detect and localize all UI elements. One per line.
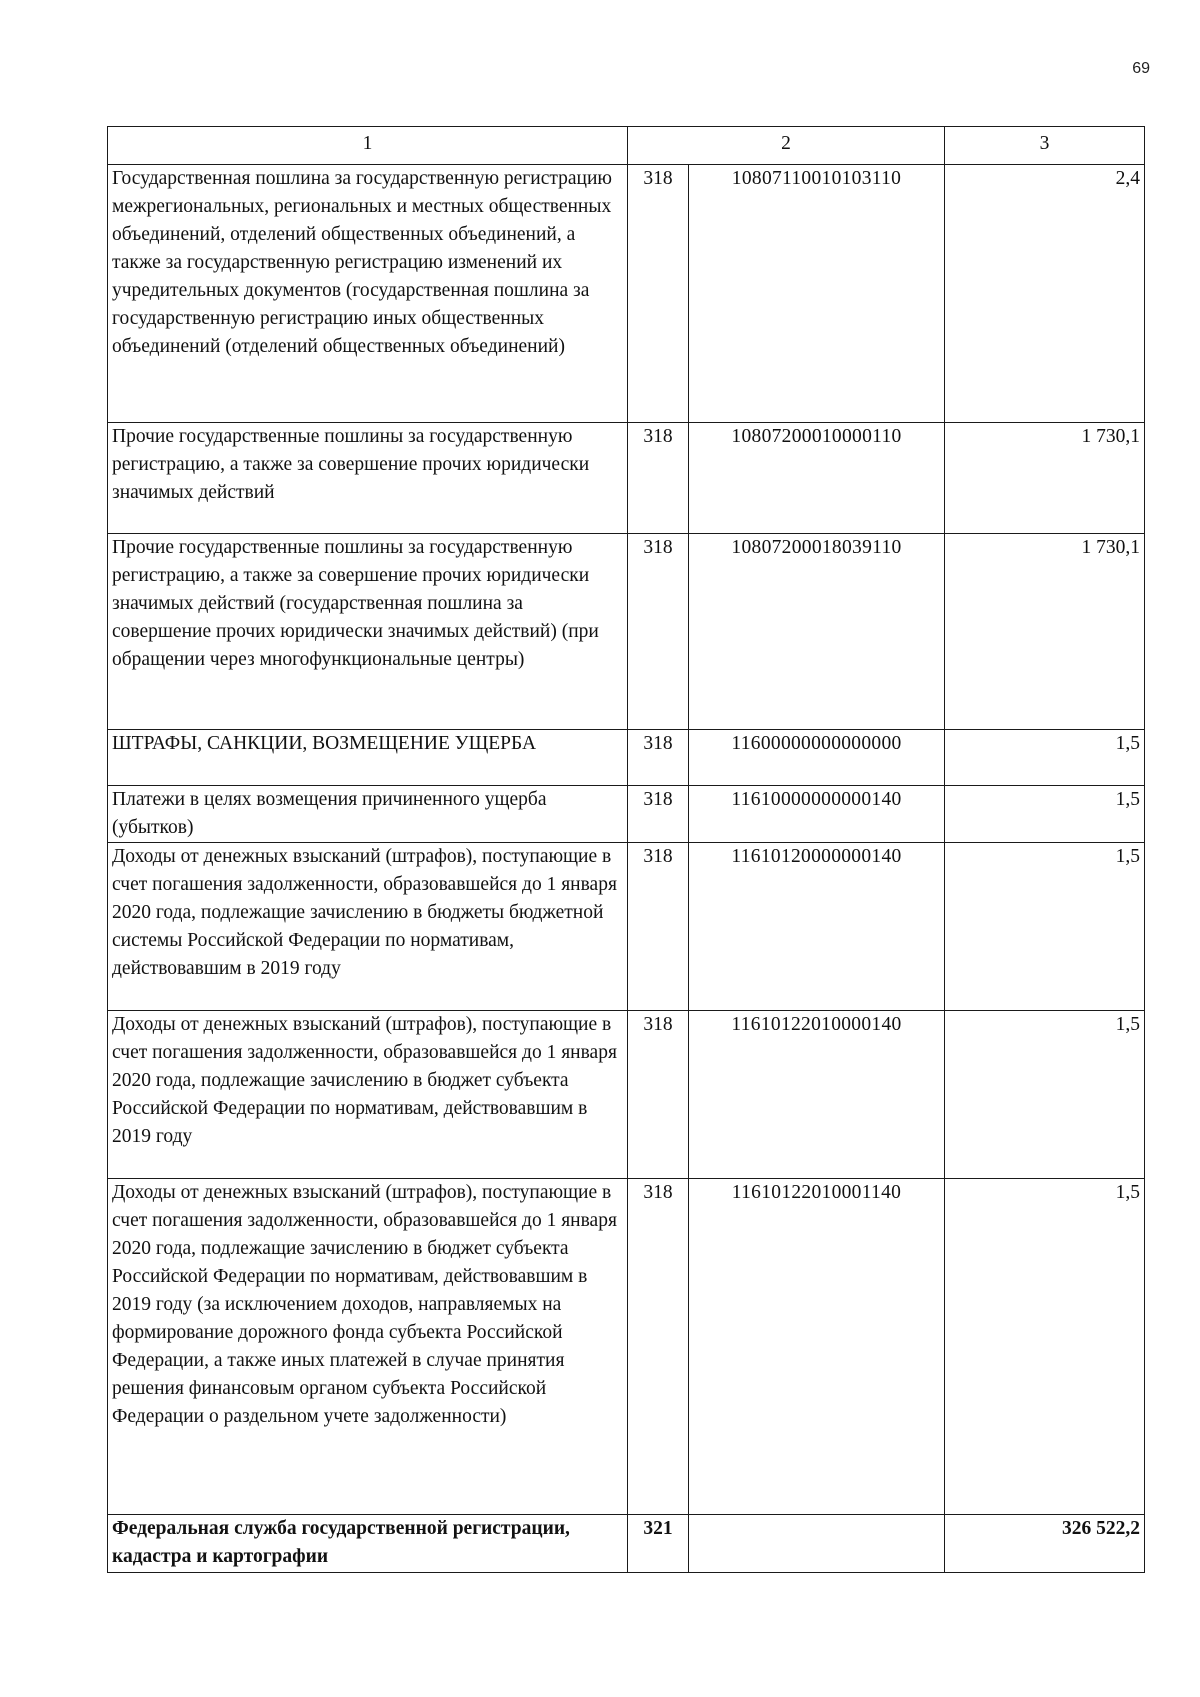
row-admin-code: 318 xyxy=(628,786,689,843)
row-admin-code: 318 xyxy=(628,534,689,730)
row-description: Государственная пошлина за государственную регистрацию межрегиональных, региональных и местных общественных объединений, отделений общественных объединений, а также за государственную регистрацию изменений их учредительных документов (государственная пошлина за государственную регистрацию иных общественных объединений (отделений общественных объединений) xyxy=(108,165,628,423)
table-row xyxy=(108,534,1145,730)
table-row xyxy=(108,1179,1145,1515)
row-description: ШТРАФЫ, САНКЦИИ, ВОЗМЕЩЕНИЕ УЩЕРБА xyxy=(108,730,628,786)
row-budget-code: 11600000000000000 xyxy=(689,730,945,786)
row-admin-code: 318 xyxy=(628,843,689,1011)
row-admin-code: 321 xyxy=(628,1515,689,1573)
table-row-total xyxy=(108,1515,1145,1573)
row-amount: 1,5 xyxy=(945,1011,1145,1179)
row-amount: 326 522,2 xyxy=(945,1515,1145,1573)
header-col-2: 2 xyxy=(628,127,945,165)
row-admin-code: 318 xyxy=(628,423,689,534)
row-budget-code: 11610122010001140 xyxy=(689,1179,945,1515)
row-description: Платежи в целях возмещения причиненного ущерба (убытков) xyxy=(108,786,628,843)
row-description: Прочие государственные пошлины за государственную регистрацию, а также за совершение прочих юридически значимых действий xyxy=(108,423,628,534)
row-amount: 1,5 xyxy=(945,730,1145,786)
row-amount: 1,5 xyxy=(945,843,1145,1011)
table-row xyxy=(108,843,1145,1011)
row-description: Доходы от денежных взысканий (штрафов), поступающие в счет погашения задолженности, образовавшейся до 1 января 2020 года, подлежащие зачислению в бюджет субъекта Российской Федерации по нормативам, действовавшим в 2019 году (за исключением доходов, направляемых на формирование дорожного фонда субъекта Российской Федерации, а также иных платежей в случае принятия решения финансовым органом субъекта Российской Федерации о раздельном учете задолженности) xyxy=(108,1179,628,1515)
row-budget-code: 11610000000000140 xyxy=(689,786,945,843)
revenue-table xyxy=(107,126,1145,1573)
row-budget-code: 11610122010000140 xyxy=(689,1011,945,1179)
table-header-row xyxy=(108,127,1145,165)
row-description: Доходы от денежных взысканий (штрафов), поступающие в счет погашения задолженности, образовавшейся до 1 января 2020 года, подлежащие зачислению в бюджеты бюджетной системы Российской Федерации по нормативам, действовавшим в 2019 году xyxy=(108,843,628,1011)
row-amount: 2,4 xyxy=(945,165,1145,423)
table-row xyxy=(108,1011,1145,1179)
row-budget-code: 11610120000000140 xyxy=(689,843,945,1011)
page-number: 69 xyxy=(1132,60,1150,77)
row-description: Федеральная служба государственной регистрации, кадастра и картографии xyxy=(108,1515,628,1573)
table-row xyxy=(108,423,1145,534)
row-amount: 1 730,1 xyxy=(945,423,1145,534)
row-budget-code: 10807200018039110 xyxy=(689,534,945,730)
row-amount: 1 730,1 xyxy=(945,534,1145,730)
row-amount: 1,5 xyxy=(945,786,1145,843)
row-budget-code: 10807200010000110 xyxy=(689,423,945,534)
row-admin-code: 318 xyxy=(628,1011,689,1179)
row-budget-code xyxy=(689,1515,945,1573)
row-description: Доходы от денежных взысканий (штрафов), поступающие в счет погашения задолженности, образовавшейся до 1 января 2020 года, подлежащие зачислению в бюджет субъекта Российской Федерации по нормативам, действовавшим в 2019 году xyxy=(108,1011,628,1179)
table-row xyxy=(108,786,1145,843)
row-admin-code: 318 xyxy=(628,1179,689,1515)
row-description: Прочие государственные пошлины за государственную регистрацию, а также за совершение прочих юридически значимых действий (государственная пошлина за совершение прочих юридически значимых действий) (при обращении через многофункциональные центры) xyxy=(108,534,628,730)
row-amount: 1,5 xyxy=(945,1179,1145,1515)
row-admin-code: 318 xyxy=(628,730,689,786)
row-admin-code: 318 xyxy=(628,165,689,423)
header-col-3: 3 xyxy=(945,127,1145,165)
row-budget-code: 10807110010103110 xyxy=(689,165,945,423)
table-row xyxy=(108,165,1145,423)
table-row xyxy=(108,730,1145,786)
header-col-1: 1 xyxy=(108,127,628,165)
